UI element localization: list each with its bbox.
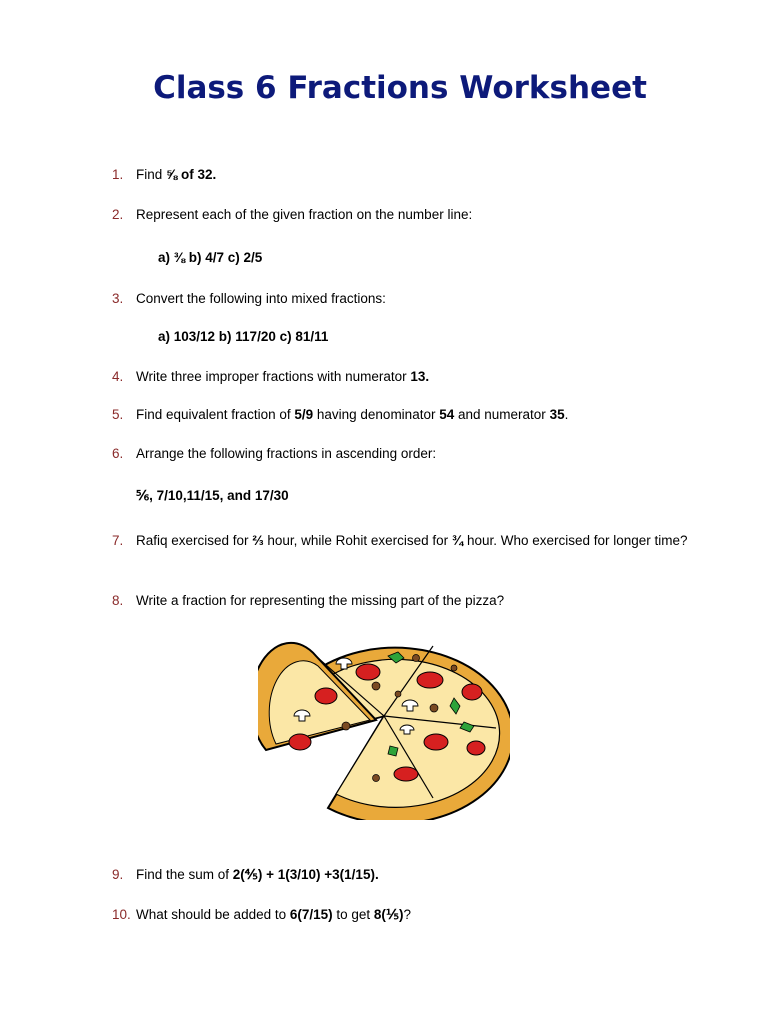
question-text-part: . (564, 407, 569, 422)
question-2-options: a) ⅜ b) 4/7 c) 2/5 (158, 250, 263, 265)
question-text-part: 35 (549, 407, 565, 422)
question-1 (112, 164, 692, 186)
question-number: 7. (112, 533, 124, 548)
question-text-part: Represent each of the given fraction on the number line: (136, 207, 473, 222)
question-text-part: 54 (439, 407, 455, 422)
question-text-part: having denominator (313, 407, 440, 422)
question-9 (112, 864, 692, 886)
question-text-part: Write a fraction for representing the missing part of the pizza? (136, 593, 505, 608)
question-text-part: 5/9 (294, 407, 314, 422)
question-text (136, 590, 692, 612)
question-text-part: hour. Who exercised for longer time? (463, 533, 688, 548)
question-text (136, 164, 692, 186)
pizza-image (258, 628, 510, 820)
question-number: 8. (112, 593, 124, 608)
question-number: 6. (112, 446, 124, 461)
question-3-options: a) 103/12 b) 117/20 c) 81/11 (158, 329, 329, 344)
question-6 (112, 443, 692, 465)
question-text-part: 2(⅘) + 1(3/10) +3(1/15). (232, 867, 379, 882)
page-title: Class 6 Fractions Worksheet (153, 70, 647, 106)
question-text-part: to get (332, 907, 374, 922)
question-text-part: 13. (410, 369, 430, 384)
question-5 (112, 404, 692, 426)
question-number: 10. (112, 907, 131, 922)
question-text (136, 864, 692, 886)
question-text-part: ? (403, 907, 412, 922)
question-4 (112, 366, 692, 388)
question-number: 1. (112, 167, 124, 182)
question-text-part: ⅝ of 32. (166, 167, 217, 182)
question-number: 9. (112, 867, 124, 882)
question-text-part: Find (136, 167, 167, 182)
question-6-fractions: ⅚, 7/10,11/15, and 17/30 (136, 488, 289, 503)
question-text (136, 904, 692, 926)
question-text-part: hour, while Rohit exercised for (263, 533, 452, 548)
question-text (136, 530, 692, 552)
question-text-part: Find equivalent fraction of (136, 407, 295, 422)
question-text (136, 204, 692, 226)
question-text (136, 288, 692, 310)
question-text-part: Convert the following into mixed fractions: (136, 291, 386, 306)
question-7 (112, 530, 692, 552)
question-text-part: 6(7/15) (289, 907, 333, 922)
question-2 (112, 204, 692, 226)
question-number: 2. (112, 207, 124, 222)
question-text-part: What should be added to (136, 907, 290, 922)
question-text (136, 366, 692, 388)
question-10 (112, 904, 692, 926)
question-text (136, 443, 692, 465)
question-3 (112, 288, 692, 310)
question-text-part: ⅔ (252, 533, 264, 548)
question-text (136, 404, 692, 426)
question-text-part: 8(⅕) (373, 907, 404, 922)
question-text-part: Find the sum of (136, 867, 233, 882)
question-text-part: Rafiq exercised for (136, 533, 253, 548)
question-8 (112, 590, 692, 612)
question-text-part: Arrange the following fractions in ascending order: (136, 446, 437, 461)
question-number: 4. (112, 369, 124, 384)
question-number: 3. (112, 291, 124, 306)
question-text-part: and numerator (454, 407, 550, 422)
question-text-part: ¾ (451, 533, 464, 548)
question-number: 5. (112, 407, 124, 422)
question-text-part: Write three improper fractions with numerator (136, 369, 411, 384)
